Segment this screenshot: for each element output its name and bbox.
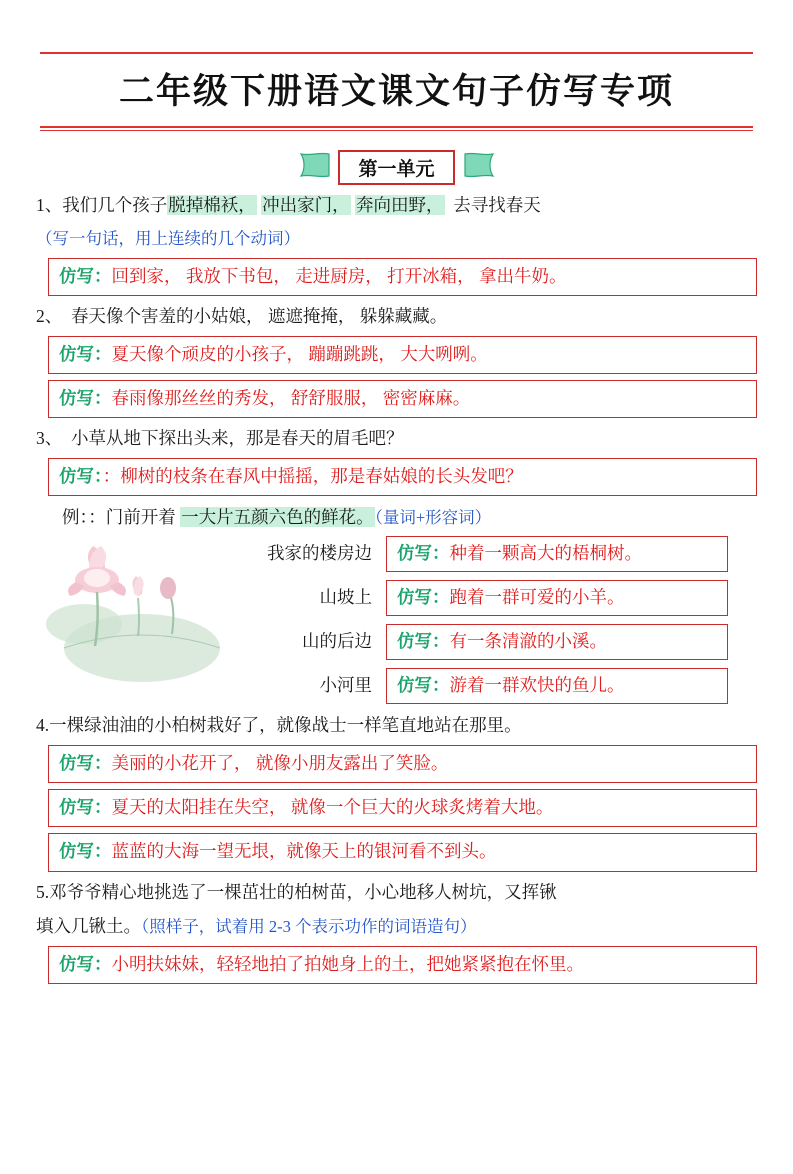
question-3-number: 3、 xyxy=(36,428,63,449)
answer-label: 仿写： xyxy=(59,797,112,818)
question-3-answer-1 xyxy=(48,458,757,496)
example-highlight: 一大片五颜六色的鲜花。 xyxy=(181,507,374,528)
match-answer xyxy=(386,668,728,704)
page-title: 二年级下册语文课文句子仿写专项 xyxy=(118,72,674,111)
answer-text: 春雨像那丝丝的秀发， 舒舒服服， 密密麻麻。 xyxy=(111,388,471,409)
question-2-prompt xyxy=(36,303,757,330)
answer-label: 仿写： xyxy=(59,265,112,286)
example-label: 例： xyxy=(62,507,89,528)
match-answer xyxy=(386,580,728,616)
answer-text: 夏天的太阳挂在失空， 就像一个巨大的火球炙烤着大地。 xyxy=(111,797,554,818)
unit-banner xyxy=(299,150,495,185)
question-5-prompt-line1 xyxy=(36,879,757,906)
answer-label: 仿写： xyxy=(59,343,112,364)
question-1-note: （写一句话，用上连续的几个动词） xyxy=(36,229,300,249)
question-4-answer-2 xyxy=(48,789,757,827)
question-2-number: 2、 xyxy=(36,305,63,326)
question-4-answer-1 xyxy=(48,745,757,783)
answer-label: 仿写： xyxy=(59,466,103,487)
question-1-number: 1、 xyxy=(36,195,63,215)
match-row xyxy=(232,536,757,572)
q1-part-3: 奔向田野， xyxy=(356,195,444,215)
question-1-answer-1 xyxy=(48,258,757,296)
lotus-illustration-icon xyxy=(42,536,232,696)
question-4-text: 一棵绿油油的小柏树栽好了，就像战士一样笔直地站在那里。 xyxy=(49,715,522,736)
q1-part-2: 冲出家门， xyxy=(262,195,350,215)
match-left-text: 山坡上 xyxy=(319,587,372,608)
worksheet-content xyxy=(36,192,757,984)
answer-label: 仿写： xyxy=(59,753,112,774)
question-1-prompt xyxy=(36,192,757,219)
example-prefix: 门前开着 xyxy=(105,507,176,528)
match-left-text: 山的后边 xyxy=(302,631,372,652)
answer-label: 仿写： xyxy=(397,542,450,563)
question-2-text: 春天像个害羞的小姑娘， 遮遮掩掩， 躲躲藏藏。 xyxy=(71,305,448,326)
answer-label: 仿写： xyxy=(397,586,450,607)
ribbon-right-icon xyxy=(463,152,497,178)
match-answer xyxy=(386,536,728,572)
answer-label: 仿写： xyxy=(397,630,450,651)
answer-text: 游着一群欢快的鱼儿。 xyxy=(449,674,625,695)
matching-block xyxy=(36,536,757,705)
worksheet-page xyxy=(0,52,793,1174)
answer-label: 仿写： xyxy=(59,953,112,974)
q1-part-0: 我们几个孩子 xyxy=(62,195,168,215)
answer-text: 回到家， 我放下书包， 走进厨房， 打开冰箱， 拿出牛奶。 xyxy=(111,265,567,286)
question-5-note: （照样子，试着用 2-3 个表示功作的词语造句） xyxy=(141,916,477,936)
answer-text: 夏天像个顽皮的小孩子， 蹦蹦跳跳， 大大咧咧。 xyxy=(111,343,488,364)
answer-text: 跑着一群可爱的小羊。 xyxy=(449,586,625,607)
match-answer xyxy=(386,624,728,660)
answer-text: 有一条清澈的小溪。 xyxy=(449,630,607,651)
answer-text: ：柳树的枝条在春风中摇摇，那是春姑娘的长头发吧？ xyxy=(102,466,523,487)
match-left-text: 我家的楼房边 xyxy=(267,543,372,564)
matching-rows xyxy=(232,536,757,705)
q1-part-4: 去寻找春天 xyxy=(453,195,541,215)
question-3-prompt xyxy=(36,425,757,452)
answer-text: 小明扶妹妹，轻轻地拍了拍她身上的土，把她紧紧抱在怀里。 xyxy=(111,953,584,974)
q1-part-1: 脱掉棉袄， xyxy=(168,195,256,215)
match-row xyxy=(232,624,757,660)
question-2-answer-2 xyxy=(48,380,757,418)
question-5-text-1: 邓爷爷精心地挑选了一棵茁壮的柏树苗，小心地移人树坑，又挥锹 xyxy=(49,881,557,902)
question-4-prompt xyxy=(36,712,757,739)
answer-label: 仿写： xyxy=(59,841,112,862)
question-5-answer-1 xyxy=(48,946,757,984)
title-block xyxy=(40,52,753,128)
question-2-answer-1 xyxy=(48,336,757,374)
answer-text: 蓝蓝的大海一望无垠，就像天上的银河看不到头。 xyxy=(111,841,497,862)
answer-label: 仿写： xyxy=(397,674,450,695)
match-row xyxy=(232,580,757,616)
answer-label: 仿写： xyxy=(59,388,112,409)
match-left-text: 小河里 xyxy=(319,675,372,696)
question-5-text-2: 填入几锹土。 xyxy=(36,915,141,936)
question-4-number: 4. xyxy=(36,715,50,736)
question-5-prompt-line2 xyxy=(36,913,757,940)
answer-text: 种着一颗高大的梧桐树。 xyxy=(449,542,642,563)
example-note: （量词+形容词） xyxy=(374,508,492,528)
ribbon-left-icon xyxy=(297,152,331,178)
answer-text: 美丽的小花开了， 就像小朋友露出了笑脸。 xyxy=(111,753,449,774)
question-5-number: 5. xyxy=(36,881,50,902)
example-prompt: 例：：门前开着 一大片五颜六色的鲜花。（量词+形容词） xyxy=(62,507,492,528)
unit-label: 第一单元 xyxy=(338,150,454,185)
match-row xyxy=(232,668,757,704)
question-4-answer-3 xyxy=(48,833,757,871)
question-3-text: 小草从地下探出头来，那是春天的眉毛吧？ xyxy=(71,428,404,449)
